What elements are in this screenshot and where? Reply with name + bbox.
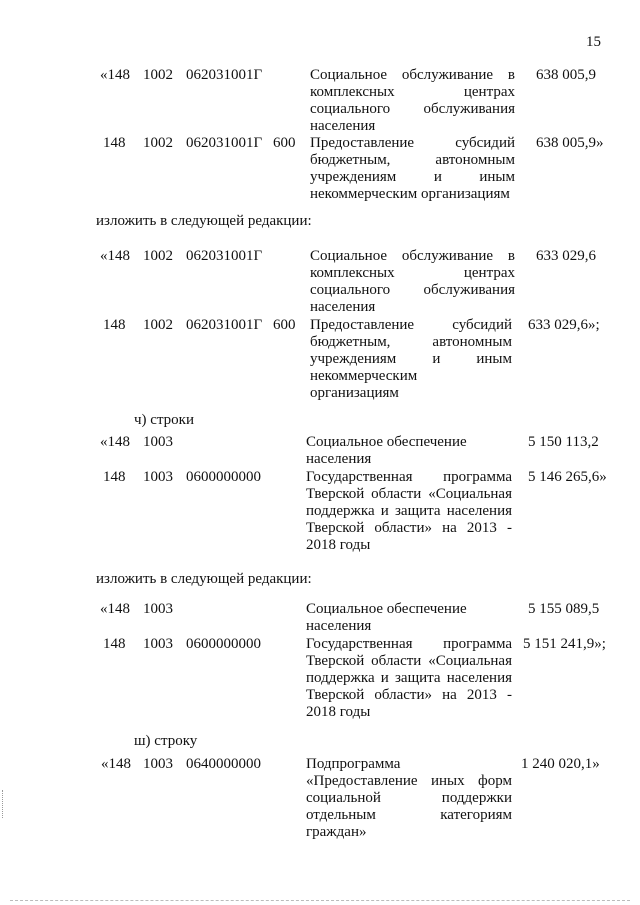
desc-line: бюджетным, автономным bbox=[310, 334, 512, 350]
desc-line: социального обслуживания bbox=[310, 101, 515, 117]
row-description bbox=[310, 317, 512, 402]
row-amount: 638 005,9» bbox=[536, 135, 604, 151]
row-amount: 5 151 241,9»; bbox=[523, 636, 606, 652]
row-amount: 1 240 020,1» bbox=[521, 756, 600, 772]
desc-line: населения bbox=[310, 118, 376, 134]
desc-line: Социальное обеспечение bbox=[306, 601, 467, 617]
desc-line: комплексных центрах bbox=[310, 84, 515, 100]
row-description bbox=[310, 135, 515, 203]
desc-line: «Предоставление иных форм bbox=[306, 773, 512, 789]
row-target-article: 0600000000 bbox=[186, 636, 261, 652]
desc-line: населения bbox=[310, 299, 376, 315]
desc-line: поддержка и защита населения bbox=[306, 670, 512, 686]
row-target-article: 062031001Г bbox=[186, 135, 263, 151]
row-target-article: 0600000000 bbox=[186, 469, 261, 485]
row-code: «148 bbox=[101, 756, 131, 772]
desc-line: организациям bbox=[310, 385, 399, 401]
section-heading: ч) строки bbox=[134, 412, 194, 428]
row-description bbox=[306, 756, 512, 841]
desc-line: некоммерческим организациям bbox=[310, 186, 510, 202]
row-description bbox=[310, 248, 515, 316]
row-code: «148 bbox=[100, 601, 130, 617]
desc-line: Социальное обслуживание в bbox=[310, 67, 515, 83]
section-heading: ш) строку bbox=[134, 733, 198, 749]
row-amount: 5 146 265,6» bbox=[528, 469, 607, 485]
row-section: 1003 bbox=[143, 469, 173, 485]
desc-line: учреждениям и иным bbox=[310, 169, 515, 185]
scan-margin-mark bbox=[2, 790, 3, 818]
desc-line: некоммерческим bbox=[310, 368, 418, 384]
row-description bbox=[306, 601, 512, 635]
row-section: 1003 bbox=[143, 636, 173, 652]
row-section: 1002 bbox=[143, 248, 173, 264]
desc-line: граждан» bbox=[306, 824, 367, 840]
row-target-article: 0640000000 bbox=[186, 756, 261, 772]
desc-line: 2018 годы bbox=[306, 704, 371, 720]
row-section: 1003 bbox=[143, 756, 173, 772]
desc-line: Государственная программа bbox=[306, 636, 512, 652]
desc-line: поддержка и защита населения bbox=[306, 503, 512, 519]
page-number: 15 bbox=[586, 34, 601, 50]
row-description bbox=[306, 469, 512, 554]
row-description bbox=[306, 636, 512, 721]
desc-line: Тверской области «Социальная bbox=[306, 653, 512, 669]
row-expense-type: 600 bbox=[273, 135, 296, 151]
row-section: 1003 bbox=[143, 434, 173, 450]
desc-line: населения bbox=[306, 451, 372, 467]
desc-line: бюджетным, автономным bbox=[310, 152, 515, 168]
row-code: 148 bbox=[103, 469, 126, 485]
row-section: 1003 bbox=[143, 601, 173, 617]
desc-line: Предоставление субсидий bbox=[310, 317, 512, 333]
row-code: «148 bbox=[100, 434, 130, 450]
row-description bbox=[306, 434, 512, 468]
row-section: 1002 bbox=[143, 67, 173, 83]
instruction-text: изложить в следующей редакции: bbox=[96, 571, 312, 587]
row-amount: 5 150 113,2 bbox=[528, 434, 599, 450]
row-code: 148 bbox=[103, 636, 126, 652]
desc-line: Государственная программа bbox=[306, 469, 512, 485]
row-section: 1002 bbox=[143, 135, 173, 151]
row-amount: 633 029,6»; bbox=[528, 317, 600, 333]
desc-line: населения bbox=[306, 618, 372, 634]
instruction-text: изложить в следующей редакции: bbox=[96, 213, 312, 229]
row-target-article: 062031001Г bbox=[186, 248, 263, 264]
row-section: 1002 bbox=[143, 317, 173, 333]
row-target-article: 062031001Г bbox=[186, 67, 263, 83]
row-code: «148 bbox=[100, 67, 130, 83]
desc-line: комплексных центрах bbox=[310, 265, 515, 281]
row-description bbox=[310, 67, 515, 135]
desc-line: Тверской области» на 2013 - bbox=[306, 687, 512, 703]
row-amount: 5 155 089,5 bbox=[528, 601, 600, 617]
desc-line: 2018 годы bbox=[306, 537, 371, 553]
desc-line: Социальное обслуживание в bbox=[310, 248, 515, 264]
scan-bottom-edge bbox=[10, 900, 630, 901]
desc-line: Предоставление субсидий bbox=[310, 135, 515, 151]
desc-line: социальной поддержки bbox=[306, 790, 512, 806]
row-amount: 638 005,9 bbox=[536, 67, 596, 83]
row-code: 148 bbox=[103, 317, 126, 333]
desc-line: учреждениям и иным bbox=[310, 351, 512, 367]
row-expense-type: 600 bbox=[273, 317, 296, 333]
desc-line: Тверской области «Социальная bbox=[306, 486, 512, 502]
desc-line: Социальное обеспечение bbox=[306, 434, 467, 450]
desc-line: отдельным категориям bbox=[306, 807, 512, 823]
desc-line: Подпрограмма bbox=[306, 756, 401, 772]
row-code: 148 bbox=[103, 135, 126, 151]
row-amount: 633 029,6 bbox=[536, 248, 596, 264]
desc-line: социального обслуживания bbox=[310, 282, 515, 298]
row-code: «148 bbox=[100, 248, 130, 264]
desc-line: Тверской области» на 2013 - bbox=[306, 520, 512, 536]
row-target-article: 062031001Г bbox=[186, 317, 263, 333]
